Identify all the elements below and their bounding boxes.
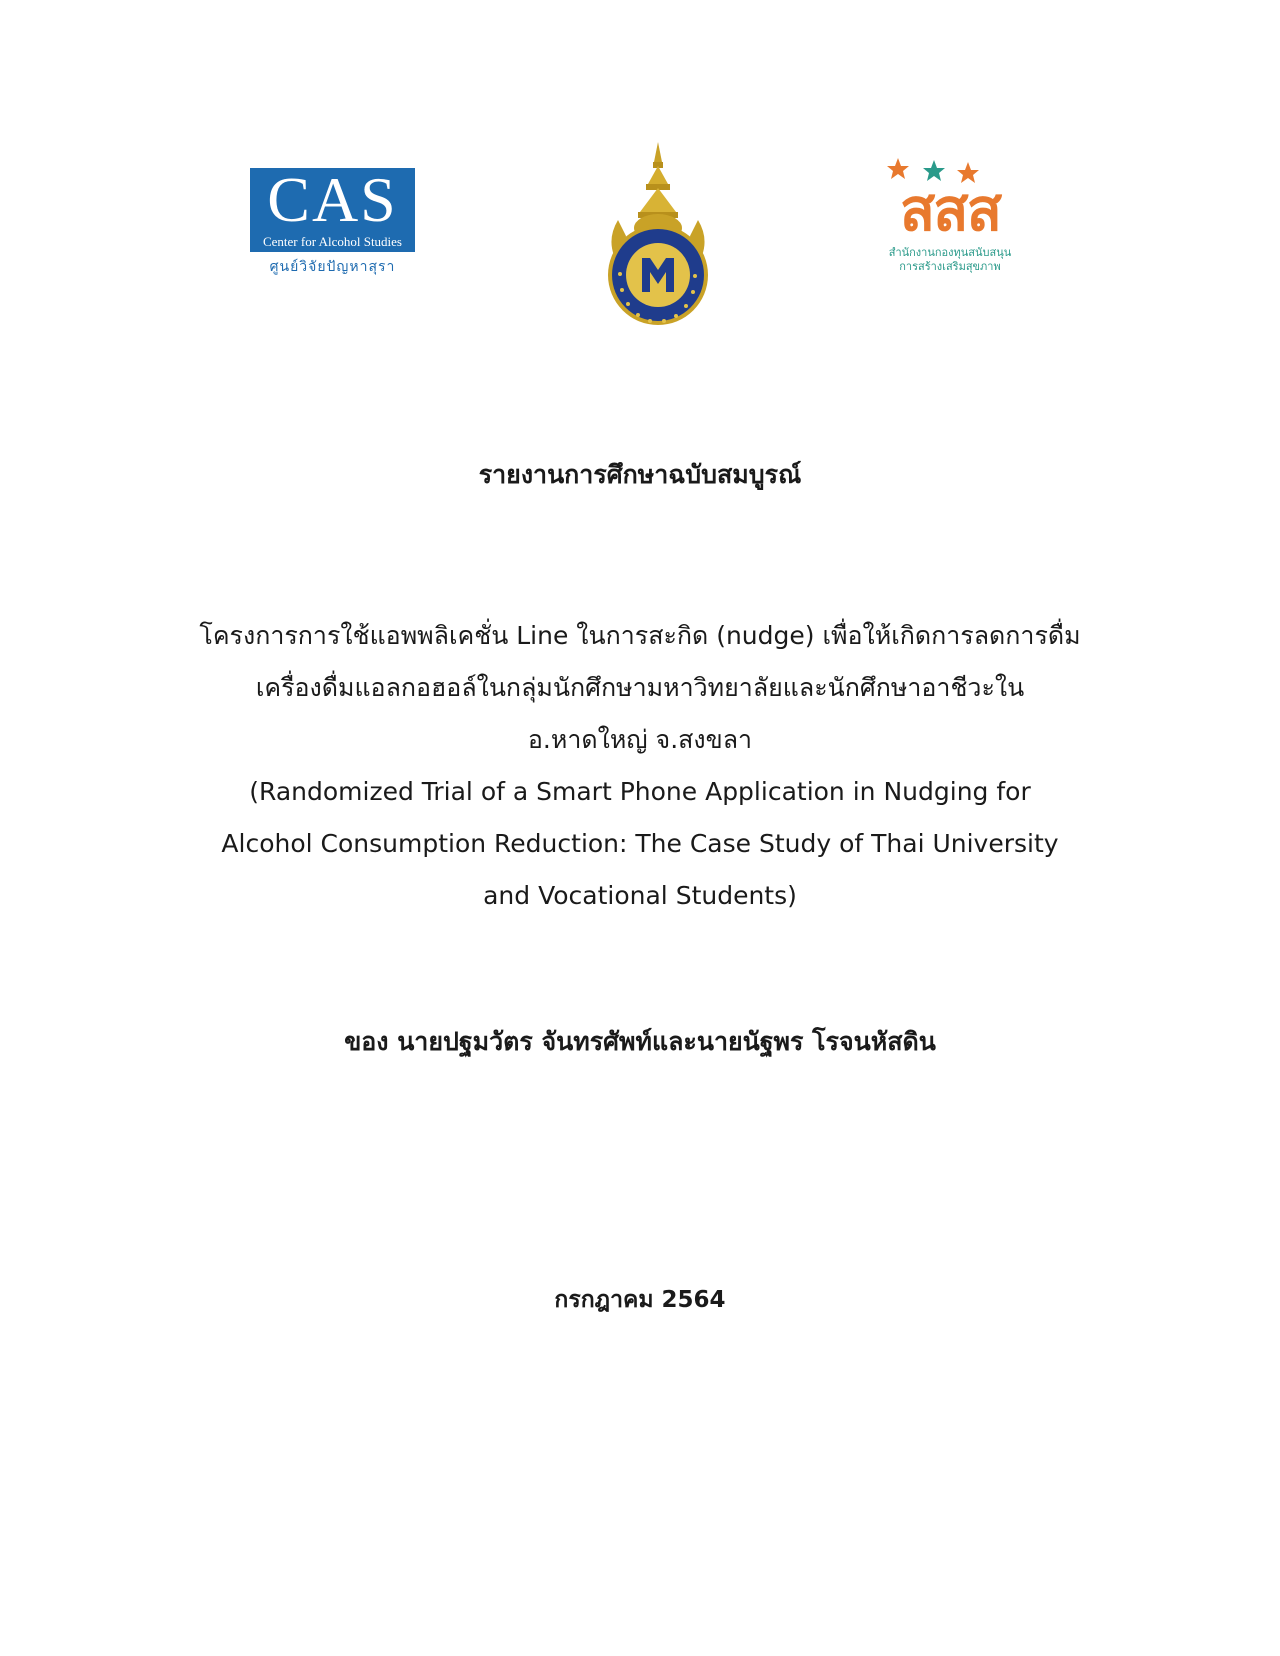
thaihealth-mark: สสส xyxy=(899,176,1001,244)
cas-logo-letters: CAS xyxy=(267,164,398,235)
title-line: โครงการการใช้แอพพลิเคชั่น Line ในการสะกิด (nudge) เพื่อให้เกิดการลดการดื่ม xyxy=(199,621,1081,650)
report-title xyxy=(0,610,1280,922)
thaihealth-logo xyxy=(880,156,1020,276)
title-line: เครื่องดื่มแอลกอฮอล์ในกลุ่มนักศึกษามหาวิทยาลัยและนักศึกษาอาชีวะใน xyxy=(255,673,1025,702)
university-seal-icon xyxy=(598,140,718,335)
cas-logo-box xyxy=(250,164,415,252)
logo-row xyxy=(0,140,1280,340)
thaihealth-subtitle-line-1: สำนักงานกองทุนสนับสนุน xyxy=(888,246,1012,259)
cas-logo-thai-name: ศูนย์วิจัยปัญหาสุรา xyxy=(269,259,396,275)
title-line: and Vocational Students) xyxy=(483,881,797,910)
author-line: ของ นายปฐมวัตร จันทรศัพท์และนายนัฐพร โรจนหัสดิน xyxy=(344,1027,936,1056)
report-type-heading: รายงานการศึกษาฉบับสมบูรณ์ xyxy=(478,460,802,489)
title-line: Alcohol Consumption Reduction: The Case Study of Thai University xyxy=(221,829,1059,858)
cas-logo-subtitle: Center for Alcohol Studies xyxy=(262,234,402,249)
cas-logo xyxy=(250,164,415,278)
title-line: อ.หาดใหญ่ จ.สงขลา xyxy=(527,725,753,754)
title-line: (Randomized Trial of a Smart Phone Application in Nudging for xyxy=(249,777,1031,806)
thaihealth-subtitle-line-2: การสร้างเสริมสุขภาพ xyxy=(899,260,1001,273)
report-date: กรกฎาคม 2564 xyxy=(554,1287,726,1313)
